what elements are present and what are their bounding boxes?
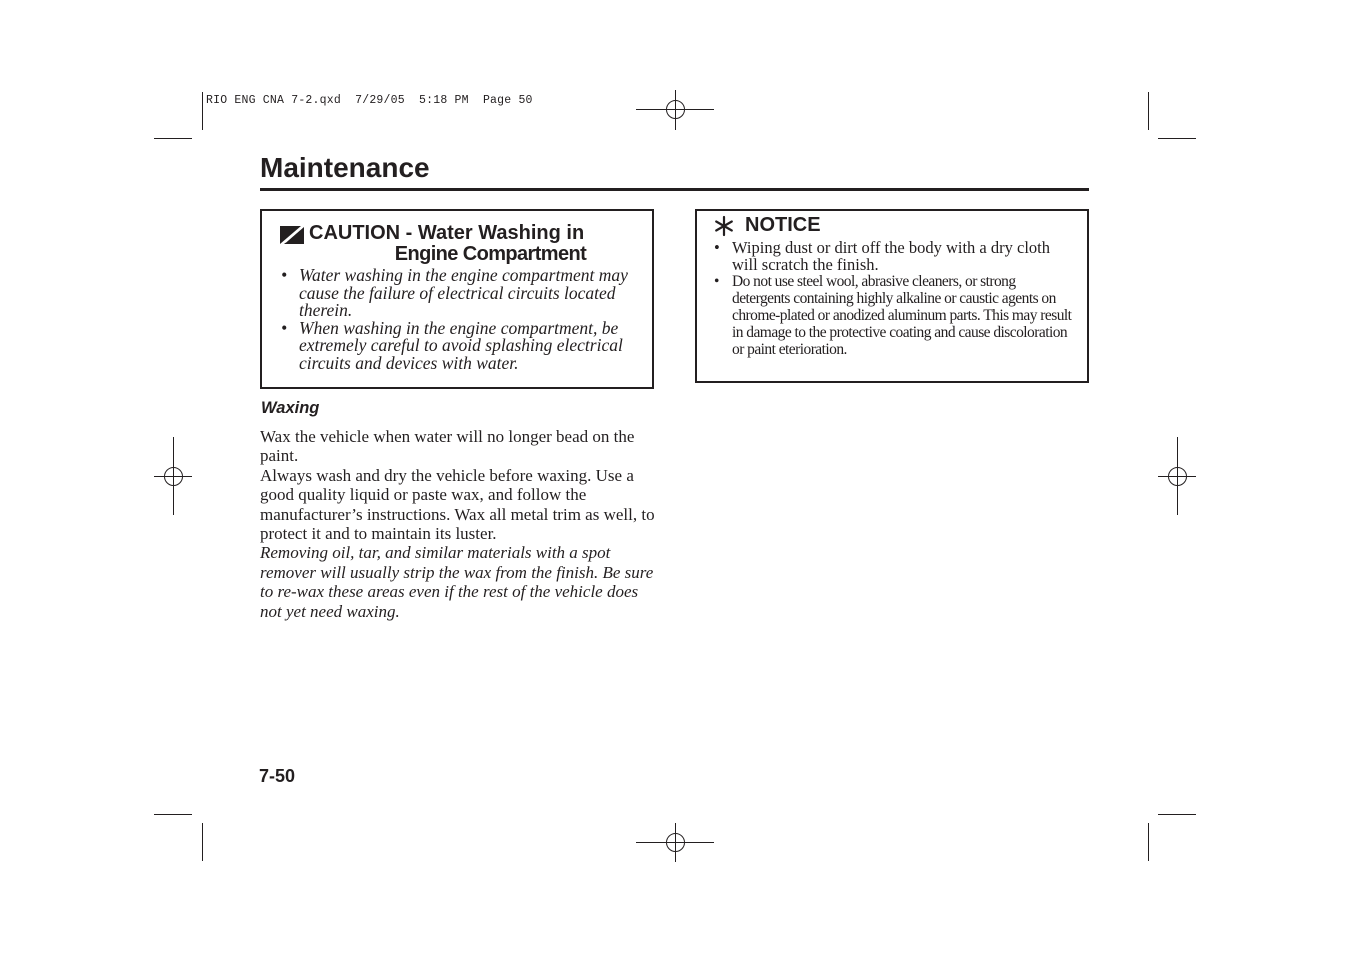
registration-mark-top xyxy=(636,90,714,130)
waxing-paragraph: Wax the vehicle when water will no longer bead on the paint. xyxy=(260,427,635,466)
page-number: 7-50 xyxy=(259,766,296,786)
notice-asterisk-icon xyxy=(713,215,735,237)
caution-item: • When washing in the engine compartment, be extremely careful to avoid splashing electrical circuits and devices with water. xyxy=(280,320,638,373)
caution-title-line1: CAUTION - Water Washing in xyxy=(309,222,585,244)
registration-mark-right xyxy=(1158,437,1196,515)
title-rule xyxy=(260,188,1089,191)
waxing-paragraph: Always wash and dry the vehicle before waxing. Use a good quality liquid or paste wax, and follow the manufacturer’s instructions. Wax all metal trim as well, to protect it and to maintain its luster. xyxy=(260,465,655,544)
print-slug-line: RIO ENG CNA 7-2.qxd 7/29/05 5:18 PM Page 50 xyxy=(206,94,533,107)
registration-mark-left xyxy=(154,437,192,515)
caution-list xyxy=(280,267,638,372)
registration-mark-bottom xyxy=(636,823,714,862)
notice-box xyxy=(695,209,1089,383)
notice-list xyxy=(713,239,1075,358)
waxing-italic-note: Removing oil, tar, and similar materials with a spot remover will usually strip the wax from the finish. Be sure to re-wax these areas even if the rest of the vehicle does not yet need waxing. xyxy=(260,543,654,621)
caution-pencil-icon xyxy=(280,225,304,245)
notice-item: • Wiping dust or dirt off the body with a dry cloth will scratch the finish. xyxy=(713,239,1075,273)
notice-heading xyxy=(713,215,1075,237)
notice-item: • Do not use steel wool, abrasive cleaners, or strong detergents containing highly alkaline or caustic agents on chrome-plated or anodized aluminum parts. This may result in damage to the protective coating and cause discoloration or paint eterioration. xyxy=(713,273,1075,358)
waxing-heading: Waxing xyxy=(261,399,320,417)
caution-heading xyxy=(280,223,638,265)
caution-box xyxy=(260,209,654,389)
notice-title: NOTICE xyxy=(745,214,821,236)
page-title: Maintenance xyxy=(260,152,430,183)
waxing-body xyxy=(260,427,660,621)
caution-title-line2: Engine Compartment xyxy=(394,243,587,265)
caution-item: • Water washing in the engine compartment may cause the failure of electrical circuits located therein. xyxy=(280,267,638,320)
